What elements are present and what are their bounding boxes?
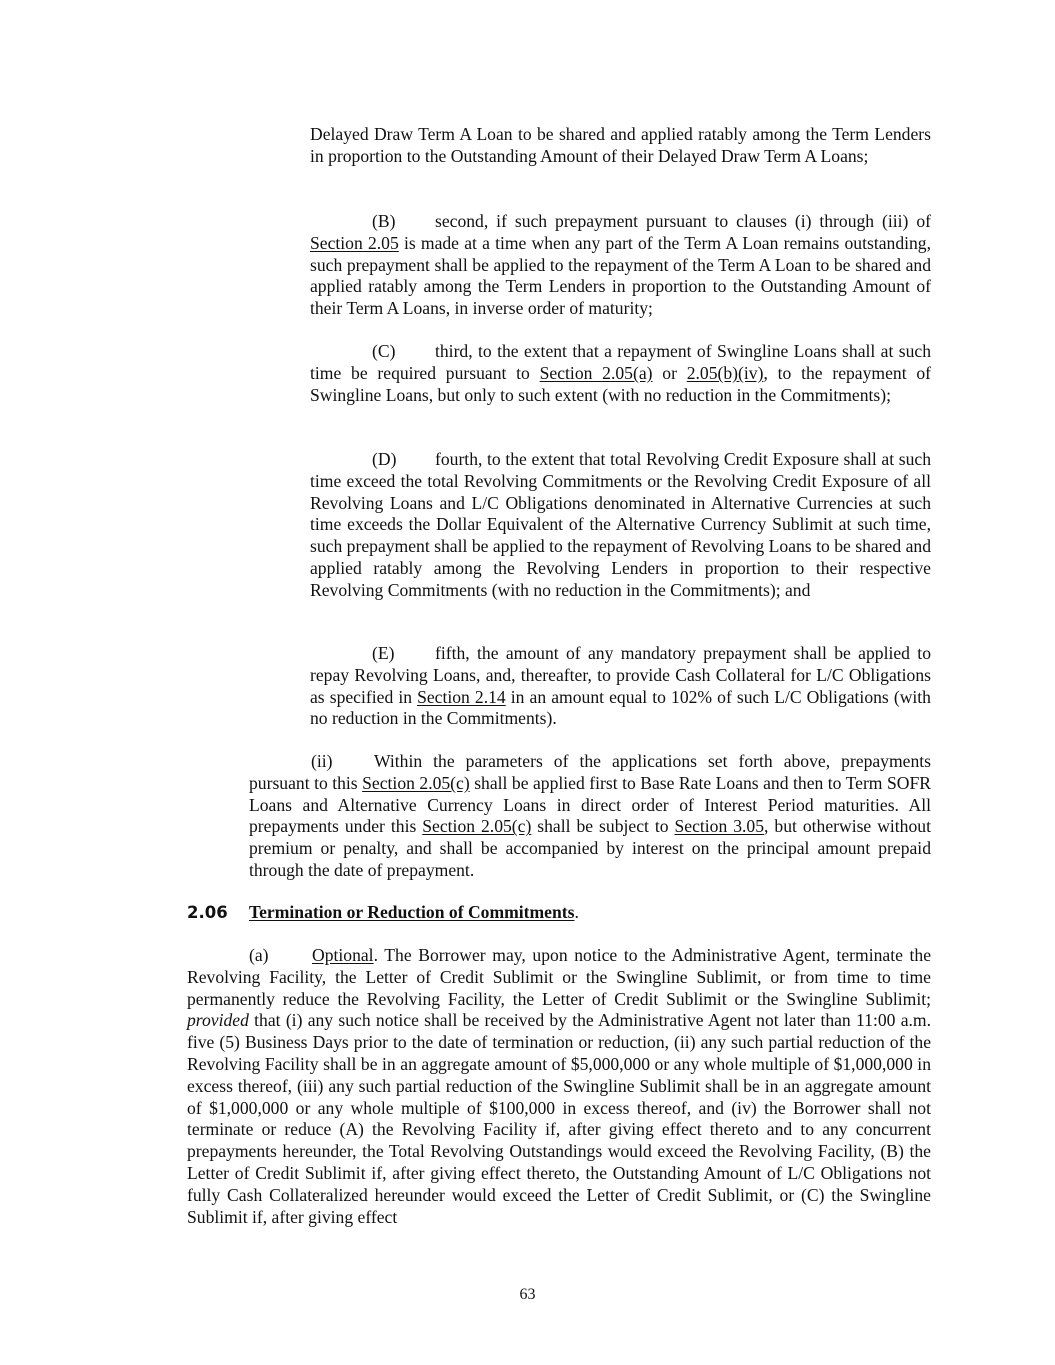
section-reference-link[interactable]: Section 2.05 <box>310 232 399 253</box>
clause-c-paragraph <box>310 341 931 406</box>
proviso-text: provided <box>187 1010 249 1031</box>
clause-ii-text-cont: shall be applied first to Base Rate Loans and then to Term SOFR Loans and Alternative Currency Loans in direct order of Interest Period maturities. All prepayments under this <box>249 772 931 837</box>
section-reference-link[interactable]: Section 2.05(c) <box>362 772 470 793</box>
clause-b-paragraph <box>310 211 931 320</box>
continuation-text: Delayed Draw Term A Loan to be shared and applied ratably among the Term Lenders in proportion to the Outstanding Amount of their Delayed Draw Term A Loans; <box>310 124 931 166</box>
clause-a-text: . The Borrower may, upon notice to the Administrative Agent, terminate the Revolving Facility, the Letter of Credit Sublimit or the Swingline Sublimit, or from time to time permanently reduce the Revolving Facility, the Letter of Credit Sublimit or the Swingline Sublimit; <box>187 945 931 1009</box>
clause-ii-paragraph <box>249 751 931 882</box>
clause-e-text: fifth, the amount of any mandatory prepayment shall be applied to repay Revolving Loans, and, thereafter, to provide Cash Collateral for L/C Obligations as specified in <box>310 643 931 707</box>
section-reference-link[interactable]: Section 2.05(c) <box>422 816 532 837</box>
clause-a-label: (a) <box>249 945 269 965</box>
section-heading <box>187 902 931 924</box>
section-reference-link[interactable]: 2.05(b)(iv) <box>686 362 764 383</box>
clause-d-paragraph <box>310 449 931 602</box>
page-number: 63 <box>519 1286 536 1303</box>
clause-e-label: (E) <box>372 643 395 663</box>
clause-c-text-cont: or <box>652 362 687 383</box>
clause-c-label: (C) <box>372 341 396 361</box>
clause-ii-text-end: , but otherwise without premium or penalty, and shall be accompanied by interest on the principal amount prepaid through the date of prepayment. <box>249 816 931 880</box>
clause-ii-text: Within the parameters of the applications set forth above, prepayments pursuant to this <box>249 751 931 793</box>
clause-ii-label: (ii) <box>311 751 333 771</box>
clause-e-paragraph <box>310 643 931 730</box>
clause-a-text-cont: that (i) any such notice shall be received by the Administrative Agent not later than 11:00 a.m. five (5) Business Days prior to the date of termination or reduction, (ii) any such partial reduction of the Revolving Facility shall be in an aggregate amount of $5,000,000 or any whole multiple of $1,000,000 in excess thereof, (iii) any such partial reduction of the Swingline Sublimit shall be in an aggregate amount of $1,000,000 or any whole multiple of $100,000 in excess thereof, and (iv) the Borrower shall not terminate or reduce (A) the Revolving Facility if, after giving effect thereto and to any concurrent prepayments hereunder, the Total Revolving Outstandings would exceed the Revolving Facility, (B) the Letter of Credit Sublimit if, after giving effect thereto, the Outstanding Amount of L/C Obligations not fully Cash Collateralized hereunder would exceed the Letter of Credit Sublimit, or (C) the Swingline Sublimit if, after giving effect <box>187 1010 931 1227</box>
clause-b-label: (B) <box>372 211 396 231</box>
clause-a-paragraph <box>187 945 931 1228</box>
clause-d-text: fourth, to the extent that total Revolving Credit Exposure shall at such time exceed the total Revolving Commitments or the Revolving Credit Exposure of all Revolving Loans and L/C Obligations denominated in Alternative Currencies at such time exceeds the Dollar Equivalent of the Alternative Currency Sublimit at such time, such prepayment shall be applied to the repayment of Revolving Loans to be shared and applied ratably among the Revolving Lenders in proportion to their respective Revolving Commitments (with no reduction in the Commitments); and <box>310 449 931 600</box>
clause-b-text-cont: is made at a time when any part of the Term A Loan remains outstanding, such prepayment shall be applied to the repayment of the Term A Loan to be shared and applied ratably among the Term Lenders in proportion to the Outstanding Amount of their Term A Loans, in inverse order of maturity; <box>310 232 931 319</box>
clause-c-text-end: , to the repayment of Swingline Loans, but only to such extent (with no reduction in the Commitments); <box>310 362 932 405</box>
section-reference-link[interactable]: Section 3.05 <box>674 816 765 837</box>
section-reference-link[interactable]: Section 2.05(a) <box>539 362 653 383</box>
section-title: Termination or Reduction of Commitments <box>249 902 575 922</box>
section-reference-link[interactable]: Section 2.14 <box>417 686 506 707</box>
clause-e-text-cont: in an amount equal to 102% of such L/C Obligations (with no reduction in the Commitments). <box>310 686 931 729</box>
section-number: 2.06 <box>187 903 228 922</box>
continuation-paragraph <box>310 124 931 168</box>
clause-ii-text-cont2: shall be subject to <box>531 816 675 837</box>
clause-c-text: third, to the extent that a repayment of Swingline Loans shall at such time be required pursuant to <box>310 341 931 383</box>
clause-a-heading: Optional <box>312 945 374 965</box>
clause-b-text: second, if such prepayment pursuant to clauses (i) through (iii) of <box>435 211 931 231</box>
section-title-end: . <box>574 902 579 922</box>
clause-d-label: (D) <box>372 449 397 469</box>
